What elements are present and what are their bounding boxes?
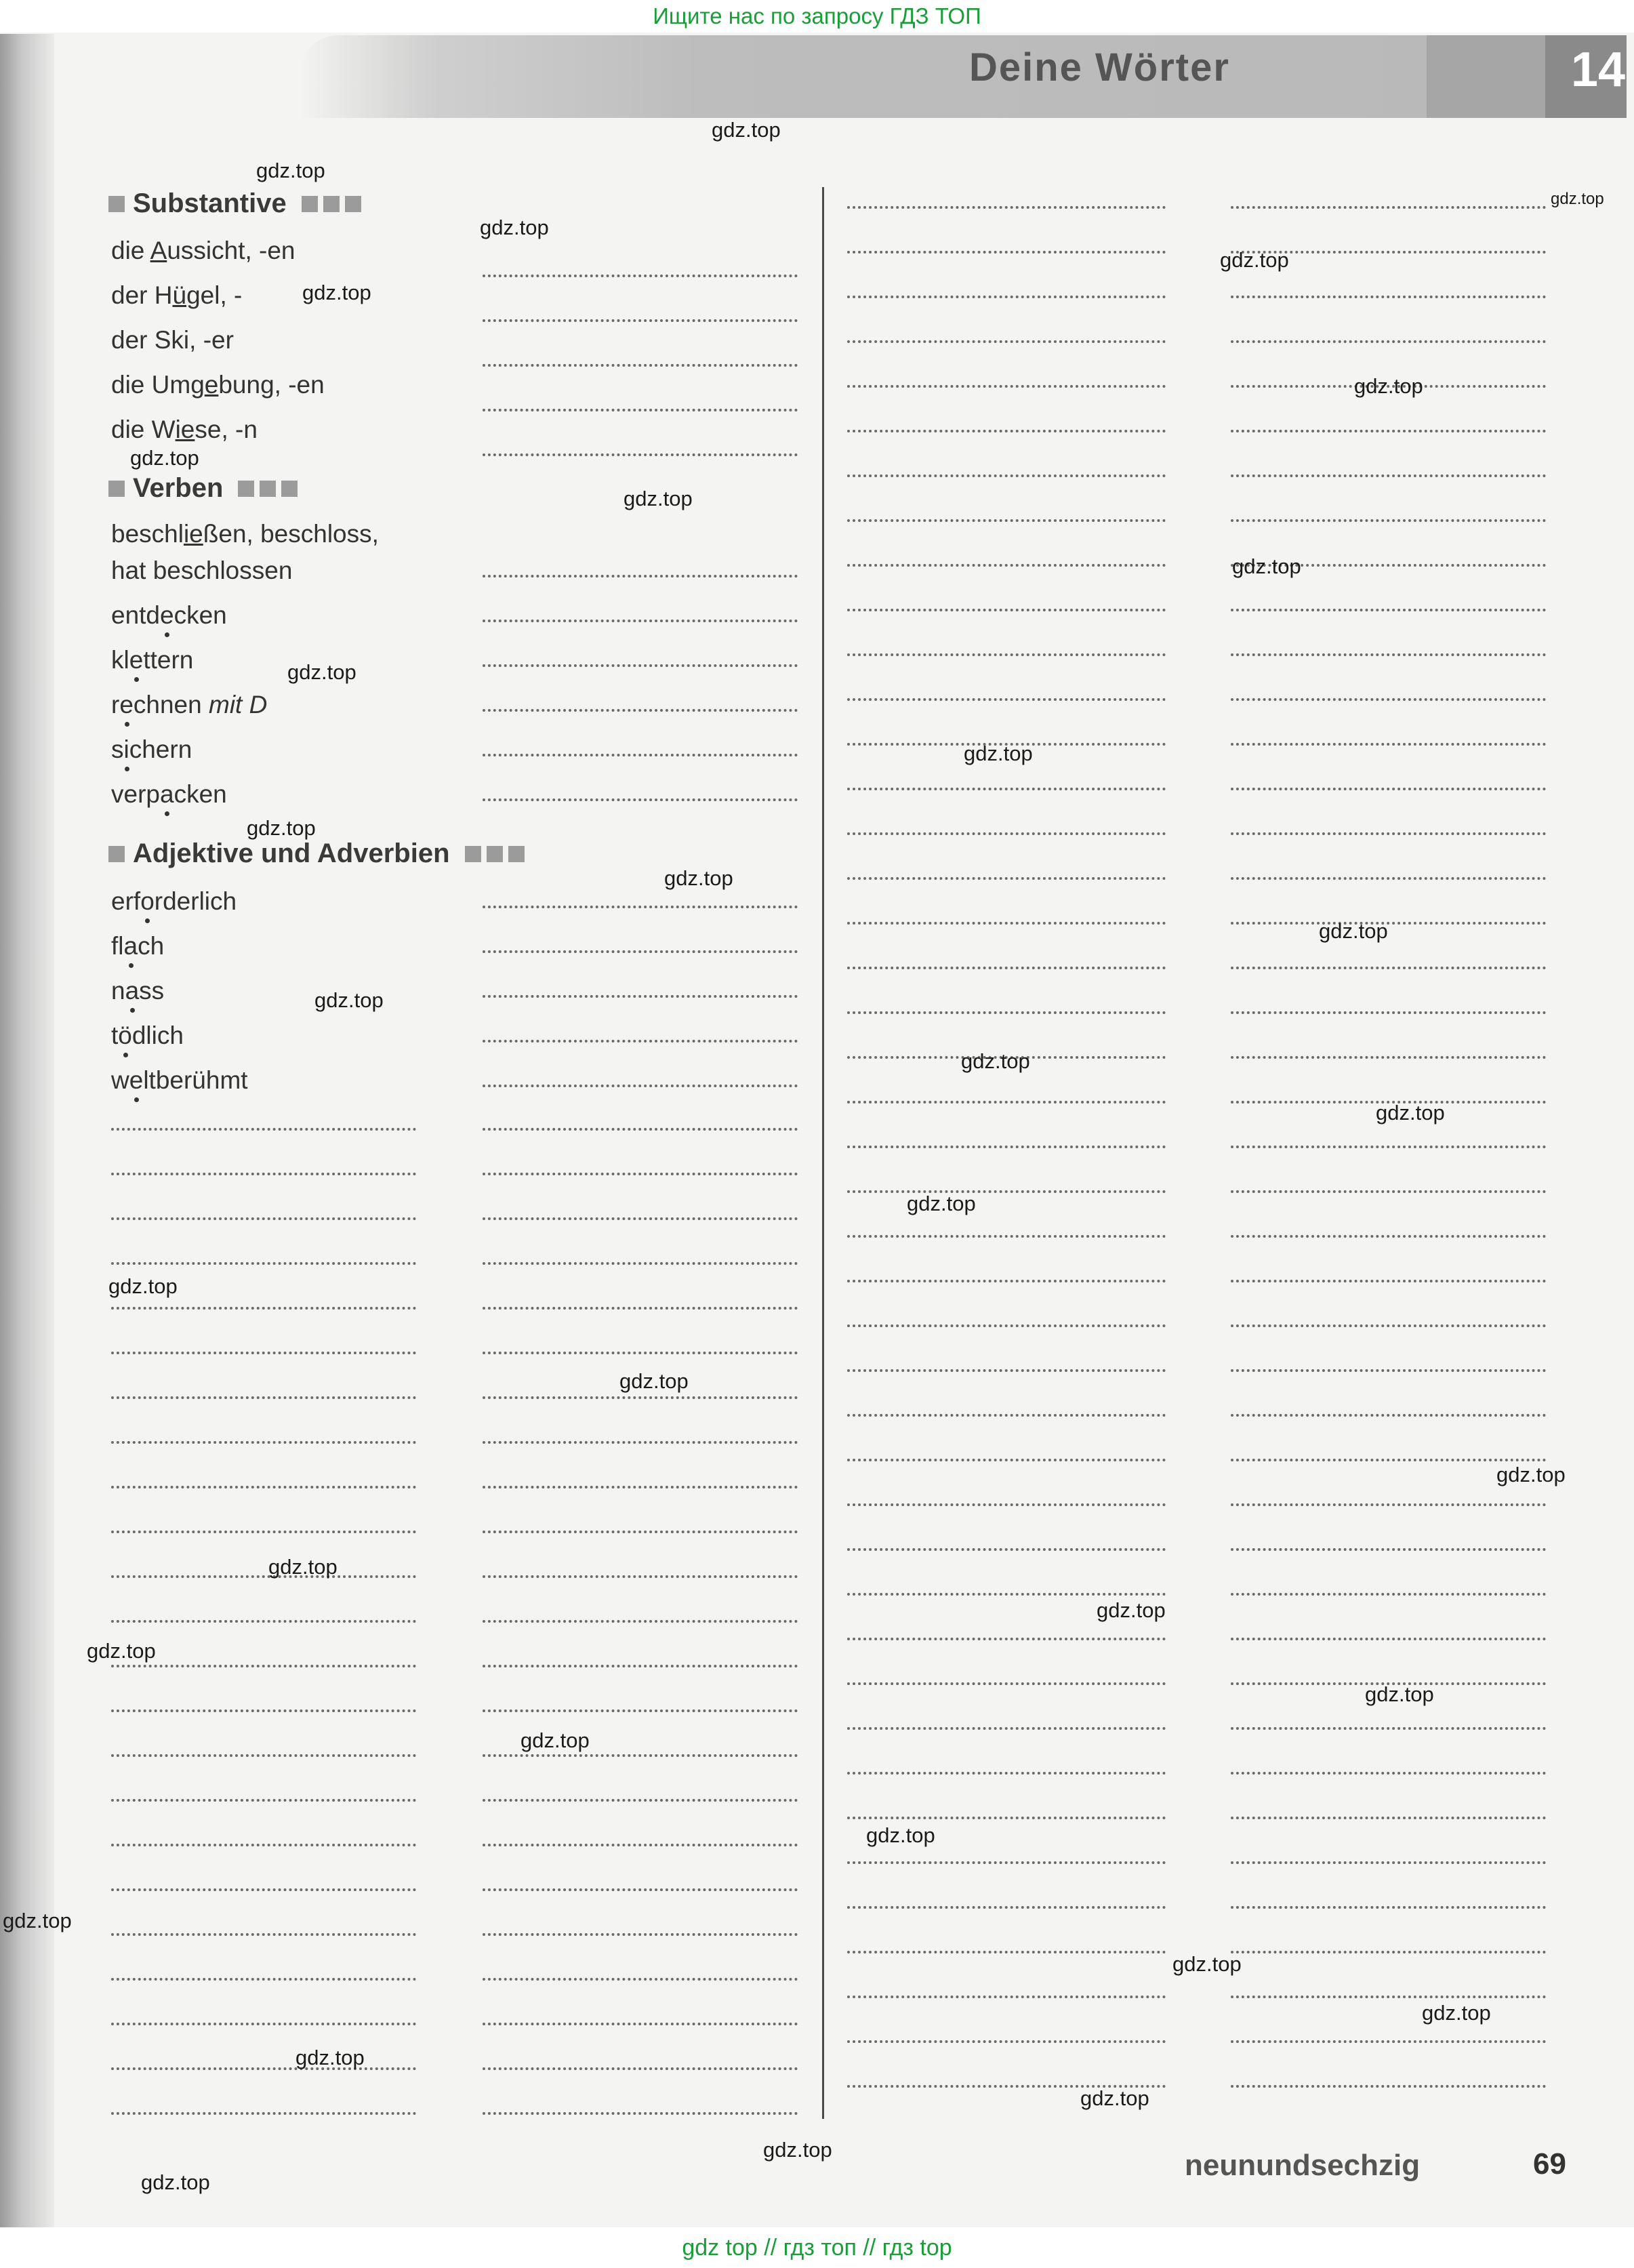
writing-line [111,1978,416,1981]
watermark: gdz.top [480,216,549,239]
writing-line [847,788,1166,790]
bullet-square-icon [108,196,125,212]
word-beschliessen: beschließen, beschloss, [111,520,379,548]
writing-line [847,206,1166,209]
writing-line [1231,1459,1546,1461]
writing-line [1231,1772,1546,1775]
writing-line [483,1441,798,1444]
writing-line [847,1906,1166,1909]
page-spine-shadow [0,34,54,2230]
writing-line [483,664,798,667]
writing-line [1231,1906,1546,1909]
writing-line [1231,1324,1546,1327]
writing-line [483,1978,798,1981]
writing-line [1231,1817,1546,1819]
section-title: Substantive [133,188,287,218]
word-wiese: die Wiese, -n [111,416,258,443]
writing-line [847,1503,1166,1506]
watermark: gdz.top [1232,554,1301,578]
writing-line [847,832,1166,835]
section-title: Adjektive und Adverbien [133,838,450,868]
writing-line [483,453,798,456]
writing-line [483,1844,798,1846]
square-dots-icon [302,196,361,212]
word-rechnen: rechnen mit D [111,691,268,718]
writing-line [483,620,798,622]
writing-line [847,430,1166,432]
writing-line [1231,743,1546,746]
writing-line [1231,430,1546,432]
word-flach: flach [111,932,165,960]
watermark: gdz.top [1319,919,1388,943]
writing-line [483,1217,798,1220]
watermark: gdz.top [130,446,199,470]
writing-line [1231,1503,1546,1506]
writing-line [1231,1146,1546,1148]
watermark: gdz.top [619,1369,689,1393]
writing-line [111,1307,416,1310]
watermark: gdz.top [1376,1101,1445,1125]
writing-line [111,1888,416,1891]
writing-line [1231,1056,1546,1059]
watermark: gdz.top [1097,1598,1166,1622]
bottom-banner: gdz top // гдз топ // гдз top [0,2227,1634,2268]
writing-line [847,1235,1166,1238]
writing-line [111,1262,416,1265]
writing-line [1231,1996,1546,1998]
writing-line [847,1638,1166,1640]
writing-line [847,609,1166,611]
writing-line [483,1128,798,1131]
writing-line [847,1996,1166,1998]
word-klettern: klettern [111,646,194,674]
watermark: gdz.top [964,742,1033,765]
writing-line [847,1682,1166,1685]
watermark: gdz.top [302,281,371,304]
writing-line [483,1933,798,1936]
writing-line [847,2040,1166,2043]
writing-line [1231,1727,1546,1730]
writing-line [1231,1548,1546,1551]
page-number: 69 [1533,2147,1566,2181]
writing-line [111,1352,416,1354]
watermark: gdz.top [1496,1463,1566,1486]
writing-line [483,1575,798,1578]
writing-line [483,1665,798,1667]
writing-line [847,340,1166,343]
writing-line [847,1190,1166,1193]
writing-line [1231,967,1546,969]
writing-line [1231,1638,1546,1640]
writing-line [483,2023,798,2025]
watermark: gdz.top [1551,190,1604,208]
page-title: Deine Wörter [969,45,1230,89]
writing-line [1231,1951,1546,1953]
square-dots-icon [465,846,525,862]
word-ski: der Ski, -er [111,326,234,354]
writing-line [483,1262,798,1265]
writing-line [111,1844,416,1846]
square-dots-icon [238,481,298,497]
writing-line [847,967,1166,969]
writing-line [1231,340,1546,343]
writing-line [847,296,1166,298]
writing-line [847,653,1166,656]
writing-line [483,319,798,322]
watermark: gdz.top [907,1192,976,1215]
writing-line [1231,1235,1546,1238]
writing-line [1231,1414,1546,1417]
writing-line [1231,832,1546,835]
chapter-number: 14 [1571,43,1626,97]
writing-line [483,1620,798,1623]
writing-line [483,1085,798,1087]
writing-line [111,1620,416,1623]
writing-line [847,519,1166,522]
writing-line [483,906,798,908]
writing-line [111,1799,416,1802]
writing-line [111,1217,416,1220]
writing-line [847,251,1166,254]
word-nass: nass [111,977,165,1005]
writing-line [847,1861,1166,1864]
writing-line [111,1933,416,1936]
watermark: gdz.top [1080,2086,1149,2110]
watermark: gdz.top [3,1909,72,1932]
writing-line [483,798,798,801]
writing-line [111,1128,416,1131]
watermark: gdz.top [268,1555,338,1579]
writing-line [483,754,798,756]
watermark: gdz.top [287,660,356,684]
page-number-word: neunundsechzig [1185,2149,1421,2182]
writing-line [1231,206,1546,209]
writing-line [1231,2085,1546,2088]
writing-line [1231,1861,1546,1864]
watermark: gdz.top [624,487,693,510]
writing-line [111,1665,416,1667]
writing-line [1231,2040,1546,2043]
writing-line [1231,1593,1546,1596]
writing-line [847,1817,1166,1819]
writing-line [847,474,1166,477]
watermark: gdz.top [141,2170,210,2194]
writing-line [483,1040,798,1042]
writing-line [111,2067,416,2070]
writing-line [847,1146,1166,1148]
word-beschlossen: hat beschlossen [111,556,293,584]
writing-line [1231,1280,1546,1282]
header-band-dark [1427,35,1545,118]
writing-line [111,1531,416,1533]
top-banner: Ищите нас по запросу ГДЗ ТОП [0,0,1634,33]
writing-line [1231,296,1546,298]
watermark: gdz.top [866,1823,935,1847]
writing-line [847,1011,1166,1014]
writing-line [847,1727,1166,1730]
writing-line [847,1951,1166,1953]
watermark: gdz.top [247,816,316,840]
writing-line [847,1459,1166,1461]
watermark: gdz.top [664,866,733,890]
writing-line [483,1799,798,1802]
word-toedlich: tödlich [111,1021,184,1049]
writing-line [1231,1011,1546,1014]
watermark: gdz.top [763,2138,832,2162]
writing-line [847,1280,1166,1282]
writing-line [483,709,798,712]
watermark: gdz.top [1172,1952,1242,1976]
word-entdecken: entdecken [111,601,227,629]
watermark: gdz.top [1422,2001,1491,2025]
writing-line [483,950,798,953]
writing-line [483,2067,798,2070]
writing-line [1231,609,1546,611]
writing-line [847,1548,1166,1551]
writing-line [111,1709,416,1712]
section-verben [108,473,298,504]
writing-line [483,1888,798,1891]
writing-line [483,575,798,578]
writing-line [483,1396,798,1399]
writing-line [483,1307,798,1310]
writing-line [111,2112,416,2115]
watermark: gdz.top [712,118,781,142]
writing-line [847,1772,1166,1775]
writing-line [1231,653,1546,656]
writing-line [847,1369,1166,1372]
writing-line [1231,698,1546,701]
section-adjektive [108,838,525,869]
writing-line [1231,877,1546,880]
writing-line [483,995,798,998]
writing-line [847,385,1166,388]
word-aussicht: die Aussicht, -en [111,237,295,264]
writing-line [483,275,798,277]
watermark: gdz.top [961,1049,1030,1073]
writing-line [483,2112,798,2115]
writing-line [483,1173,798,1175]
word-huegel: der Hügel, - [111,281,243,309]
writing-line [847,1324,1166,1327]
writing-line [483,1709,798,1712]
word-umgebung: die Umgebung, -en [111,371,325,399]
writing-line [847,877,1166,880]
watermark: gdz.top [295,2046,365,2069]
writing-line [1231,788,1546,790]
word-erforderlich: erforderlich [111,887,237,915]
watermark: gdz.top [520,1728,590,1752]
writing-line [1231,922,1546,925]
writing-line [111,1486,416,1489]
writing-line [483,1531,798,1533]
writing-line [1231,1190,1546,1193]
bullet-square-icon [108,846,125,862]
writing-line [847,1414,1166,1417]
bullet-square-icon [108,481,125,497]
writing-line [111,1575,416,1578]
writing-line [847,564,1166,567]
watermark: gdz.top [256,159,325,182]
writing-line [847,922,1166,925]
writing-line [483,364,798,367]
writing-line [1231,519,1546,522]
watermark: gdz.top [87,1639,156,1663]
writing-line [847,698,1166,701]
watermark: gdz.top [1354,374,1423,398]
watermark: gdz.top [108,1274,178,1298]
writing-line [111,1396,416,1399]
watermark: gdz.top [1365,1682,1434,1706]
writing-line [111,2023,416,2025]
writing-line [1231,474,1546,477]
writing-line [483,1754,798,1757]
column-divider [822,187,824,2119]
section-substantive [108,188,361,219]
watermark: gdz.top [1220,248,1289,272]
writing-line [847,1593,1166,1596]
word-sichern: sichern [111,735,192,763]
watermark: gdz.top [314,988,384,1012]
writing-line [1231,1369,1546,1372]
writing-line [847,1101,1166,1103]
writing-line [483,1352,798,1354]
writing-line [483,1486,798,1489]
writing-line [111,1441,416,1444]
writing-line [111,1173,416,1175]
word-weltberuehmt: weltberühmt [111,1066,248,1094]
section-title: Verben [133,473,224,503]
writing-line [483,409,798,411]
writing-line [111,1754,416,1757]
word-verpacken: verpacken [111,780,227,808]
